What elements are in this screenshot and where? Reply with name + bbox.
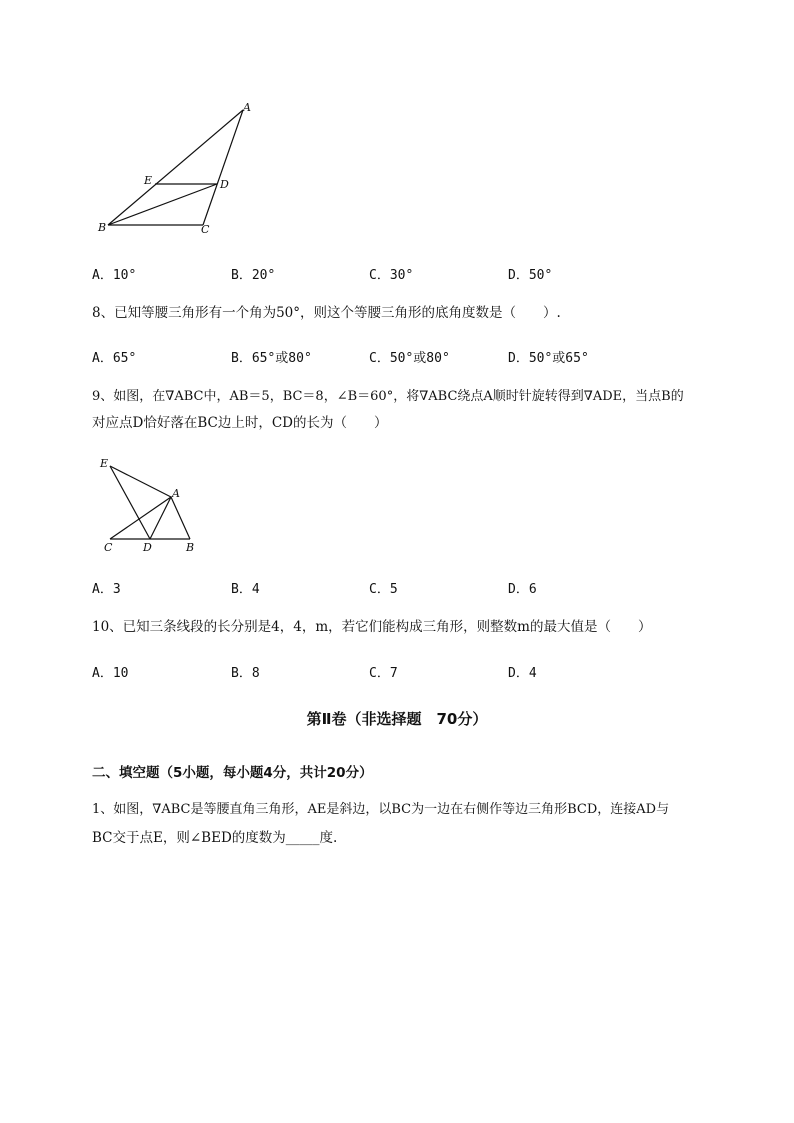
q10-option-a[interactable]: A．10 <box>92 666 129 681</box>
q9-option-b[interactable]: B．4 <box>231 582 260 597</box>
q8-option-d[interactable]: D．50°或65° <box>508 351 589 366</box>
q8-option-a[interactable]: A．65° <box>92 351 137 366</box>
q9-option-a[interactable]: A．3 <box>92 582 121 597</box>
segment-ec <box>110 466 150 539</box>
q7-option-b[interactable]: B．20° <box>231 268 276 283</box>
q8-text: 8、已知等腰三角形有一个角为50°，则这个等腰三角形的底角度数是（ ）. <box>92 305 561 321</box>
q10-text: 10、已知三条线段的长分别是4，4，m，若它们能构成三角形，则整数m的最大值是（ ） <box>92 619 652 635</box>
label-b: B <box>186 541 195 554</box>
label-a: A <box>243 101 251 114</box>
part2-title: 第Ⅱ卷（非选择题 70分） <box>306 710 488 728</box>
section2-heading: 二、填空题（5小题，每小题4分，共计20分） <box>92 765 373 781</box>
q7-option-c[interactable]: C．30° <box>369 268 414 283</box>
q8-option-b[interactable]: B．65°或80° <box>231 351 312 366</box>
fill1-text-line2: BC交于点E，则∠BED的度数为_____度. <box>92 830 338 846</box>
q9-option-c[interactable]: C．5 <box>369 582 398 597</box>
q7-option-d[interactable]: D．50° <box>508 268 553 283</box>
label-d: D <box>220 178 229 191</box>
q9-option-d[interactable]: D．6 <box>508 582 537 597</box>
segment-bd <box>108 184 217 225</box>
segment-ad <box>150 497 171 539</box>
segment-ab <box>171 497 190 539</box>
figure-rotation-triangle <box>95 452 205 557</box>
fill1-text-line1: 1、如图，∇ABC是等腰直角三角形，AE是斜边，以BC为一边在右侧作等边三角形BCD，连接AD与 <box>92 802 670 817</box>
q10-option-b[interactable]: B．8 <box>231 666 260 681</box>
q9-text-line2: 对应点D恰好落在BC边上时，CD的长为（ ） <box>92 415 388 431</box>
label-c: C <box>104 541 113 554</box>
label-b: B <box>98 221 107 234</box>
q8-option-c[interactable]: C．50°或80° <box>369 351 450 366</box>
label-d: D <box>143 541 152 554</box>
label-e: E <box>144 174 153 187</box>
q9-text-line1: 9、如图，在∇ABC中，AB＝5，BC＝8，∠B＝60°，将∇ABC绕点A顺时针旋转得到∇ADE，当点B的 <box>92 389 684 404</box>
label-a: A <box>172 487 180 500</box>
q10-option-d[interactable]: D．4 <box>508 666 537 681</box>
segment-ca <box>110 497 171 539</box>
q10-option-c[interactable]: C．7 <box>369 666 398 681</box>
label-c: C <box>201 223 210 236</box>
figure-triangle-abc-1 <box>88 95 263 240</box>
label-e: E <box>100 457 109 470</box>
q7-option-a[interactable]: A．10° <box>92 268 137 283</box>
